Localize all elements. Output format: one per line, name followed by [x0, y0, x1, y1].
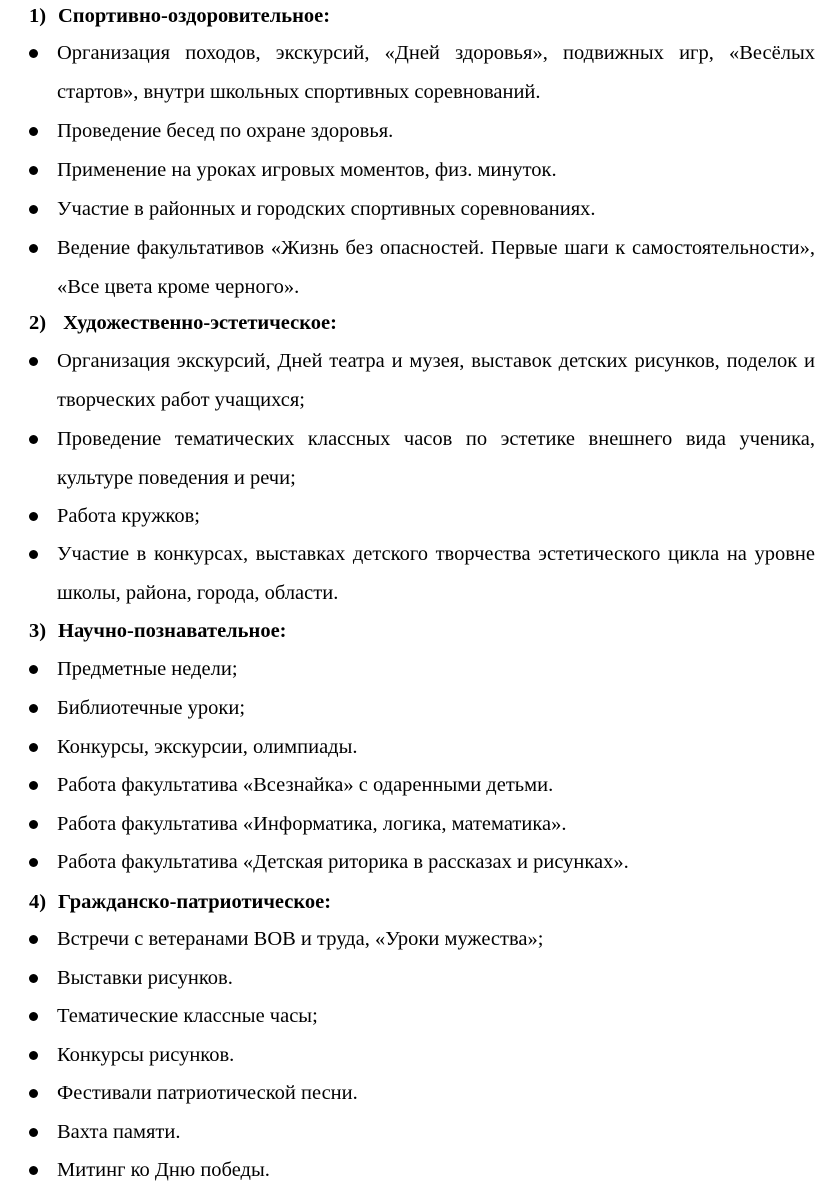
bullet-icon [29, 820, 38, 829]
list-item-text: Участие в районных и городских спортивных соревнованиях. [57, 198, 596, 220]
bullet-icon [29, 743, 38, 752]
bullet-icon [29, 435, 38, 444]
section-title: Художественно-эстетическое: [58, 312, 337, 334]
bullet-icon [29, 665, 38, 674]
section-heading [29, 611, 287, 651]
bullet-icon [29, 166, 38, 175]
section-heading [29, 0, 330, 36]
list-item-text: Применение на уроках игровых моментов, физ. минуток. [57, 159, 557, 181]
list-item-text: Работа факультатива «Детская риторика в рассказах и рисунках». [57, 851, 629, 873]
section-heading [29, 303, 337, 343]
list-item-text: Проведение тематических классных часов по эстетике внешнего вида ученика, культуре поведения и речи; [57, 428, 815, 490]
list-item-text: Вахта памяти. [57, 1121, 181, 1143]
bullet-icon [29, 935, 38, 944]
list-item-text: Выставки рисунков. [57, 967, 233, 989]
list-item-text: Участие в конкурсах, выставках детского творчества эстетического цикла на уровне школы, района, города, области. [57, 543, 815, 605]
list-item-text: Проведение бесед по охране здоровья. [57, 120, 394, 142]
list-item-text: Библиотечные уроки; [57, 697, 246, 719]
section-title: Научно-познавательное: [58, 620, 287, 642]
bullet-icon [29, 49, 38, 58]
list-item-text: Организация походов, экскурсий, «Дней здоровья», подвижных игр, «Весёлых стартов», внутри школьных спортивных соревнований. [57, 42, 815, 104]
bullet-icon [29, 704, 38, 713]
section-number: 1) [29, 5, 47, 27]
list-item-text: Организация экскурсий, Дней театра и музея, выставок детских рисунков, поделок и творческих работ учащихся; [57, 350, 815, 412]
list-item-text: Встречи с ветеранами ВОВ и труда, «Уроки мужества»; [57, 928, 544, 950]
bullet-icon [29, 357, 38, 366]
list-item-text: Конкурсы, экскурсии, олимпиады. [57, 736, 358, 758]
section-heading [29, 882, 331, 922]
section-number: 4) [29, 891, 47, 913]
bullet-icon [29, 1051, 38, 1060]
bullet-icon [29, 974, 38, 983]
list-item-text: Тематические классные часы; [57, 1005, 318, 1027]
list-item-text: Конкурсы рисунков. [57, 1044, 235, 1066]
bullet-icon [29, 244, 38, 253]
bullet-icon [29, 550, 38, 559]
bullet-icon [29, 205, 38, 214]
bullet-icon [29, 1166, 38, 1175]
list-item-text: Работа факультатива «Всезнайка» с одаренными детьми. [57, 774, 554, 796]
bullet-icon [29, 858, 38, 867]
section-number: 3) [29, 620, 47, 642]
bullet-icon [29, 1012, 38, 1021]
list-item-text: Предметные недели; [57, 658, 238, 680]
bullet-icon [29, 127, 38, 136]
section-title: Гражданско-патриотическое: [58, 891, 332, 913]
bullet-icon [29, 1128, 38, 1137]
list-item-text: Ведение факультативов «Жизнь без опасностей. Первые шаги к самостоятельности», «Все цвета кроме черного». [57, 237, 815, 299]
section-title: Спортивно-оздоровительное: [58, 5, 331, 27]
list-item-text: Фестивали патриотической песни. [57, 1082, 358, 1104]
list-item-text: Работа факультатива «Информатика, логика, математика». [57, 813, 567, 835]
bullet-icon [29, 512, 38, 521]
list-item-text: Митинг ко Дню победы. [57, 1159, 270, 1181]
bullet-icon [29, 781, 38, 790]
bullet-icon [29, 1089, 38, 1098]
list-item-text: Работа кружков; [57, 505, 200, 527]
section-number: 2) [29, 312, 47, 334]
